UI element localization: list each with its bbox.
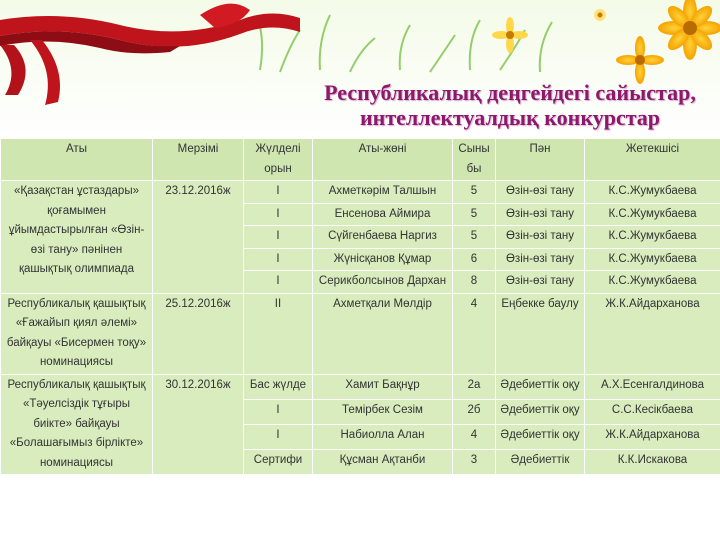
header-place: Жүлделі орын — [244, 139, 313, 181]
subject-cell: Өзін-өзі тану — [496, 271, 585, 294]
subject-cell: Өзін-өзі тану — [496, 226, 585, 249]
subject-cell: Өзін-өзі тану — [496, 181, 585, 204]
page-title — [300, 80, 720, 130]
teacher-cell: К.С.Жумукбаева — [585, 226, 720, 249]
header-teacher: Жетекшісі — [585, 139, 720, 181]
subject-cell: Әдебиеттік оқу — [496, 374, 585, 399]
place-cell: І — [244, 181, 313, 204]
student-cell: Сүйгенбаева Наргиз — [313, 226, 453, 249]
grade-cell: 5 — [453, 226, 496, 249]
subject-cell: Өзін-өзі тану — [496, 203, 585, 226]
competition-date: 23.12.2016ж — [153, 181, 244, 294]
competition-date: 30.12.2016ж — [153, 374, 244, 475]
teacher-cell: Ж.К.Айдарханова — [585, 293, 720, 374]
student-cell: Ахметкәрім Талшын — [313, 181, 453, 204]
place-cell: І — [244, 203, 313, 226]
place-cell: І — [244, 424, 313, 449]
place-cell: Бас жүлде — [244, 374, 313, 399]
page-title-line2: интеллектуалдық конкурстар — [359, 105, 661, 130]
student-cell: Ахметқали Мөлдір — [313, 293, 453, 374]
table-row — [1, 374, 720, 399]
grade-cell: 4 — [453, 424, 496, 449]
student-cell: Жүнісқанов Құмар — [313, 248, 453, 271]
subject-cell: Еңбекке баулу — [496, 293, 585, 374]
place-cell: І — [244, 248, 313, 271]
student-cell: Құсман Ақтанби — [313, 449, 453, 474]
competition-date: 25.12.2016ж — [153, 293, 244, 374]
table-row — [1, 293, 720, 374]
table-header-row — [1, 139, 720, 181]
grade-cell: 3 — [453, 449, 496, 474]
place-cell: І — [244, 226, 313, 249]
header-date: Мерзімі — [153, 139, 244, 181]
subject-cell: Әдебиеттік оқу — [496, 399, 585, 424]
table-row — [1, 181, 720, 204]
teacher-cell: А.Х.Есенгалдинова — [585, 374, 720, 399]
competitions-table — [0, 138, 720, 475]
place-cell: І — [244, 399, 313, 424]
competition-name: «Қазақстан ұстаздары» қоғамымен ұйымдастырылған «Өзін-өзі тану» пәнінен қашықтық олимпиада — [1, 181, 153, 294]
header-name: Аты — [1, 139, 153, 181]
student-cell: Серикболсынов Дархан — [313, 271, 453, 294]
grade-cell: 2а — [453, 374, 496, 399]
teacher-cell: К.К.Искакова — [585, 449, 720, 474]
subject-cell: Әдебиеттік оқу — [496, 424, 585, 449]
teacher-cell: К.С.Жумукбаева — [585, 203, 720, 226]
teacher-cell: К.С.Жумукбаева — [585, 248, 720, 271]
grade-cell: 8 — [453, 271, 496, 294]
grade-cell: 4 — [453, 293, 496, 374]
teacher-cell: К.С.Жумукбаева — [585, 271, 720, 294]
subject-cell: Әдебиеттік — [496, 449, 585, 474]
subject-cell: Өзін-өзі тану — [496, 248, 585, 271]
place-cell: Сертифи — [244, 449, 313, 474]
competition-name: Республикалық қашықтық «Тәуелсіздік тұғыры биікте» байқауы «Болашағымыз бірлікте» номинациясы — [1, 374, 153, 475]
grade-cell: 6 — [453, 248, 496, 271]
grade-cell: 5 — [453, 203, 496, 226]
place-cell: І — [244, 271, 313, 294]
teacher-cell: Ж.К.Айдарханова — [585, 424, 720, 449]
header-grade: Сыны бы — [453, 139, 496, 181]
student-cell: Набиолла Алан — [313, 424, 453, 449]
place-cell: ІІ — [244, 293, 313, 374]
grade-cell: 5 — [453, 181, 496, 204]
student-cell: Темірбек Сезім — [313, 399, 453, 424]
student-cell: Енсенова Аймира — [313, 203, 453, 226]
page-title-line1: Республикалық деңгейдегі сайыстар, — [324, 80, 696, 105]
teacher-cell: К.С.Жумукбаева — [585, 181, 720, 204]
teacher-cell: С.С.Кесікбаева — [585, 399, 720, 424]
header-student: Аты-жөні — [313, 139, 453, 181]
competition-name: Республикалық қашықтық «Ғажайып қиял әлемі» байқауы «Бисермен тоқу» номинациясы — [1, 293, 153, 374]
header-subject: Пән — [496, 139, 585, 181]
grade-cell: 2б — [453, 399, 496, 424]
student-cell: Хамит Бақнұр — [313, 374, 453, 399]
